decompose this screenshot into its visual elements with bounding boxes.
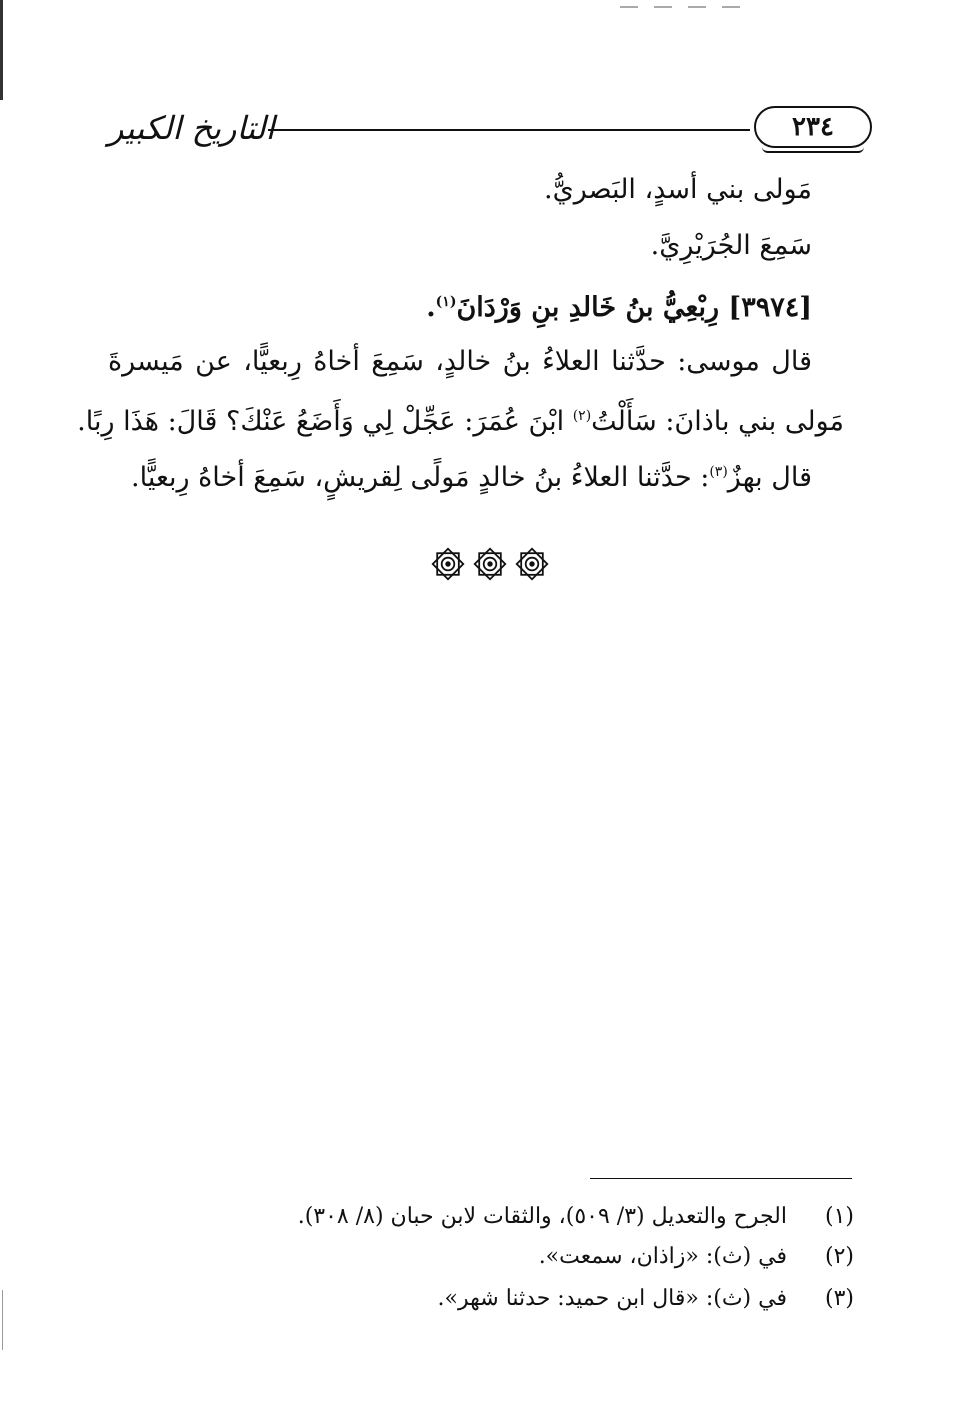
octagon-flower-ornament-icon bbox=[430, 546, 466, 582]
entry-heading-text: [٣٩٧٤] رِبْعِيُّ بنُ خَالدِ بنِ وَرْدَانَ bbox=[456, 292, 812, 323]
octagon-flower-ornament-icon bbox=[514, 546, 550, 582]
footnote-text: في (ث): «قال ابن حميد: حدثنا شهر». bbox=[437, 1286, 787, 1311]
text-line bbox=[131, 450, 812, 500]
entry-heading bbox=[426, 280, 812, 330]
footnote-1 bbox=[298, 1200, 854, 1234]
text-segment: مَولى بني باذانَ: سَأَلْتُ bbox=[591, 406, 844, 437]
footnote-ref: (٣) bbox=[709, 464, 728, 480]
entry-heading-end: . bbox=[426, 292, 436, 323]
top-scan-marks bbox=[620, 6, 750, 8]
text-line bbox=[77, 394, 844, 444]
octagon-flower-ornament-icon bbox=[472, 546, 508, 582]
footnote-text: الجرح والتعديل (٣/ ٥٠٩)، والثقات لابن حبان (٨/ ٣٠٨). bbox=[297, 1204, 787, 1229]
footnote-text: في (ث): «زاذان، سمعت». bbox=[538, 1244, 787, 1269]
text-segment: : حدَّثنا العلاءُ بنُ خالدٍ مَولًى لِقريشٍ، سَمِعَ أخاهُ رِبعيًّا. bbox=[131, 462, 710, 493]
footnote-separator bbox=[590, 1178, 852, 1179]
page-edge-scan-mark bbox=[2, 1290, 3, 1350]
page-edge-scan-mark bbox=[0, 0, 3, 100]
book-title: التاريخ الكبير bbox=[108, 109, 275, 147]
page-number: ٢٣٤ bbox=[792, 112, 834, 142]
footnote-number: (٣) bbox=[824, 1286, 854, 1311]
footnote-3 bbox=[438, 1282, 854, 1316]
text-line: سَمِعَ الجُرَيْرِيَّ. bbox=[650, 230, 812, 261]
text-line: قال موسى: حدَّثنا العلاءُ بنُ خالدٍ، سَمِعَ أخاهُ رِبعيًّا، عن مَيسرةَ bbox=[108, 346, 812, 377]
header-rule bbox=[268, 129, 750, 131]
footnote-ref: (٢) bbox=[572, 408, 592, 424]
footnote-ref: (١) bbox=[435, 294, 457, 310]
footnote-number: (٢) bbox=[824, 1244, 854, 1269]
text-line: مَولى بني أسدٍ، البَصريُّ. bbox=[544, 174, 812, 205]
footnote-number: (١) bbox=[824, 1204, 854, 1229]
footnote-2 bbox=[539, 1240, 854, 1274]
text-segment: ابْنَ عُمَرَ: عَجِّلْ لِي وَأَضَعُ عَنْكَ؟ قَالَ: هَذَا رِبًا. bbox=[77, 406, 573, 437]
section-end-ornaments bbox=[0, 546, 980, 582]
page-header bbox=[108, 104, 872, 164]
page-number-badge bbox=[754, 106, 872, 148]
text-segment: قال بهزٌ bbox=[727, 462, 812, 493]
